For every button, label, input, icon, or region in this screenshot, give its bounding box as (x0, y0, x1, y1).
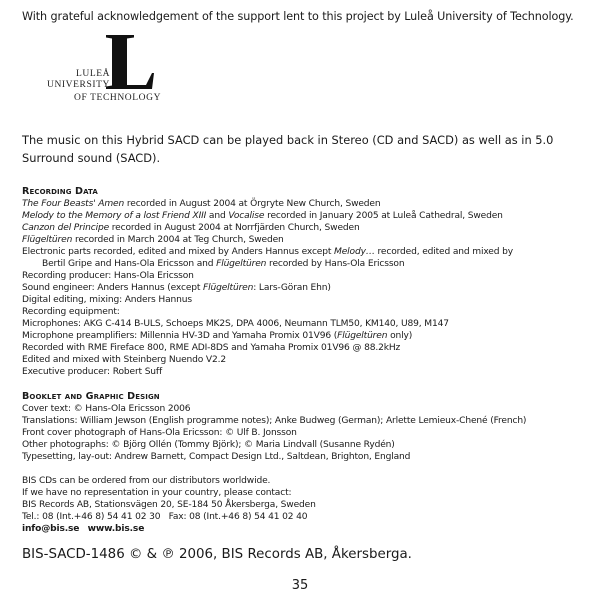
text-segment: recorded in January 2005 at Luleå Cathedral, Sweden (264, 211, 503, 221)
recording-data-heading: Recording Data (22, 186, 98, 197)
text-line (22, 282, 513, 294)
text-segment: Digital editing, mixing: Anders Hannus (22, 295, 192, 305)
text-line (22, 511, 316, 523)
text-segment: and (206, 211, 229, 221)
text-segment: BIS CDs can be ordered from our distributors worldwide. (22, 476, 271, 486)
text-line (22, 475, 316, 487)
italic-title: Flügeltüren (203, 283, 254, 293)
catalogue-footer: BIS-SACD-1486 © & ℗ 2006, BIS Records AB, Åkersberga. (22, 547, 412, 562)
text-segment: BIS Records AB, Stationsvägen 20, SE-184 50 Åkersberga, Sweden (22, 500, 316, 510)
text-line (22, 198, 513, 210)
text-line (22, 415, 526, 427)
text-line (22, 270, 513, 282)
text-segment: recorded in August 2004 at Örgryte New Church, Sweden (124, 199, 381, 209)
italic-title: Melody to the Memory of a lost Friend XIII (22, 211, 207, 221)
italic-title: Flügeltüren (216, 259, 267, 269)
distribution-section (22, 475, 316, 535)
text-line (22, 451, 526, 463)
text-segment: Cover text: © Hans-Ola Ericsson 2006 (22, 404, 191, 414)
text-segment: recorded in August 2004 at Norrfjärden Church, Sweden (109, 223, 360, 233)
text-line (22, 366, 513, 378)
text-segment: Recording producer: Hans-Ola Ericsson (22, 271, 194, 281)
text-segment: Front cover photograph of Hans-Ola Ericsson: © Ulf B. Jonsson (22, 428, 297, 438)
text-segment: Other photographs: © Björg Ollén (Tommy Björk); © Maria Lindvall (Susanne Rydén) (22, 440, 395, 450)
text-segment: Edited and mixed with Steinberg Nuendo V2.2 (22, 355, 227, 365)
contact-link[interactable]: www.bis.se (87, 524, 145, 534)
text-line (22, 246, 513, 258)
text-line (22, 210, 513, 222)
text-segment: : Lars-Göran Ehn) (253, 283, 331, 293)
page-number: 35 (291, 578, 309, 593)
text-line (22, 403, 526, 415)
text-segment: Bertil Gripe and Hans-Ola Ericsson and (42, 259, 217, 269)
text-segment: only) (387, 331, 413, 341)
text-line (22, 258, 513, 270)
text-segment: Tel.: 08 (Int.+46 8) 54 41 02 30 Fax: 08 (Int.+46 8) 54 41 02 40 (22, 512, 308, 522)
logo-line-3: OF TECHNOLOGY (74, 93, 162, 103)
text-segment: recorded, edited and mixed by (374, 247, 513, 257)
text-line (22, 427, 526, 439)
text-line (22, 234, 513, 246)
booklet-design-heading: Booklet and Graphic Design (22, 391, 160, 402)
logo-line-1: LULEÅ (76, 69, 111, 79)
italic-title: Flügeltüren (337, 331, 388, 341)
text-segment: Microphone preamplifiers: Millennia HV-3D and Yamaha Promix 01V96 ( (22, 331, 338, 341)
text-line (22, 294, 513, 306)
text-segment (79, 524, 87, 534)
text-segment: Executive producer: Robert Suff (22, 367, 163, 377)
text-line (22, 523, 316, 535)
text-line (22, 499, 316, 511)
text-line (22, 318, 513, 330)
text-line (22, 222, 513, 234)
recording-data-section (22, 186, 513, 378)
text-line (22, 439, 526, 451)
text-segment: If we have no representation in your country, please contact: (22, 488, 292, 498)
logo-line-2: UNIVERSITY (47, 80, 110, 90)
text-segment: Sound engineer: Anders Hannus (except (22, 283, 204, 293)
italic-title: Canzon del Principe (22, 223, 110, 233)
italic-title: Melody… (334, 247, 375, 257)
text-segment: Recorded with RME Fireface 800, RME ADI-8DS and Yamaha Promix 01V96 @ 88.2kHz (22, 343, 401, 353)
lulea-university-logo (47, 33, 166, 105)
intro-paragraph: The music on this Hybrid SACD can be played back in Stereo (CD and SACD) as well as in 5.0 Surround sound (SACD). (22, 133, 554, 165)
text-line (22, 487, 316, 499)
text-line (22, 342, 513, 354)
text-segment: recorded in March 2004 at Teg Church, Sweden (72, 235, 284, 245)
contact-link[interactable]: info@bis.se (22, 524, 80, 534)
booklet-design-section (22, 391, 526, 463)
text-line (22, 306, 513, 318)
text-line (22, 330, 513, 342)
italic-title: Vocalise (228, 211, 265, 221)
italic-title: The Four Beasts' Amen (22, 199, 125, 209)
text-segment: Typesetting, lay-out: Andrew Barnett, Compact Design Ltd., Saltdean, Brighton, England (22, 452, 411, 462)
text-line (22, 354, 513, 366)
text-segment: Recording equipment: (22, 307, 120, 317)
italic-title: Flügeltüren (22, 235, 73, 245)
text-segment: Translations: William Jewson (English programme notes); Anke Budweg (German); Arlette Lemieux-Chené (French) (22, 416, 527, 426)
acknowledgement-text: With grateful acknowledgement of the support lent to this project by Luleå University of Technology. (22, 10, 574, 23)
text-segment: Electronic parts recorded, edited and mixed by Anders Hannus except (22, 247, 335, 257)
text-segment: Microphones: AKG C-414 B-ULS, Schoeps MK2S, DPA 4006, Neumann TLM50, KM140, U89, M147 (22, 319, 449, 329)
text-segment: recorded by Hans-Ola Ericsson (266, 259, 405, 269)
